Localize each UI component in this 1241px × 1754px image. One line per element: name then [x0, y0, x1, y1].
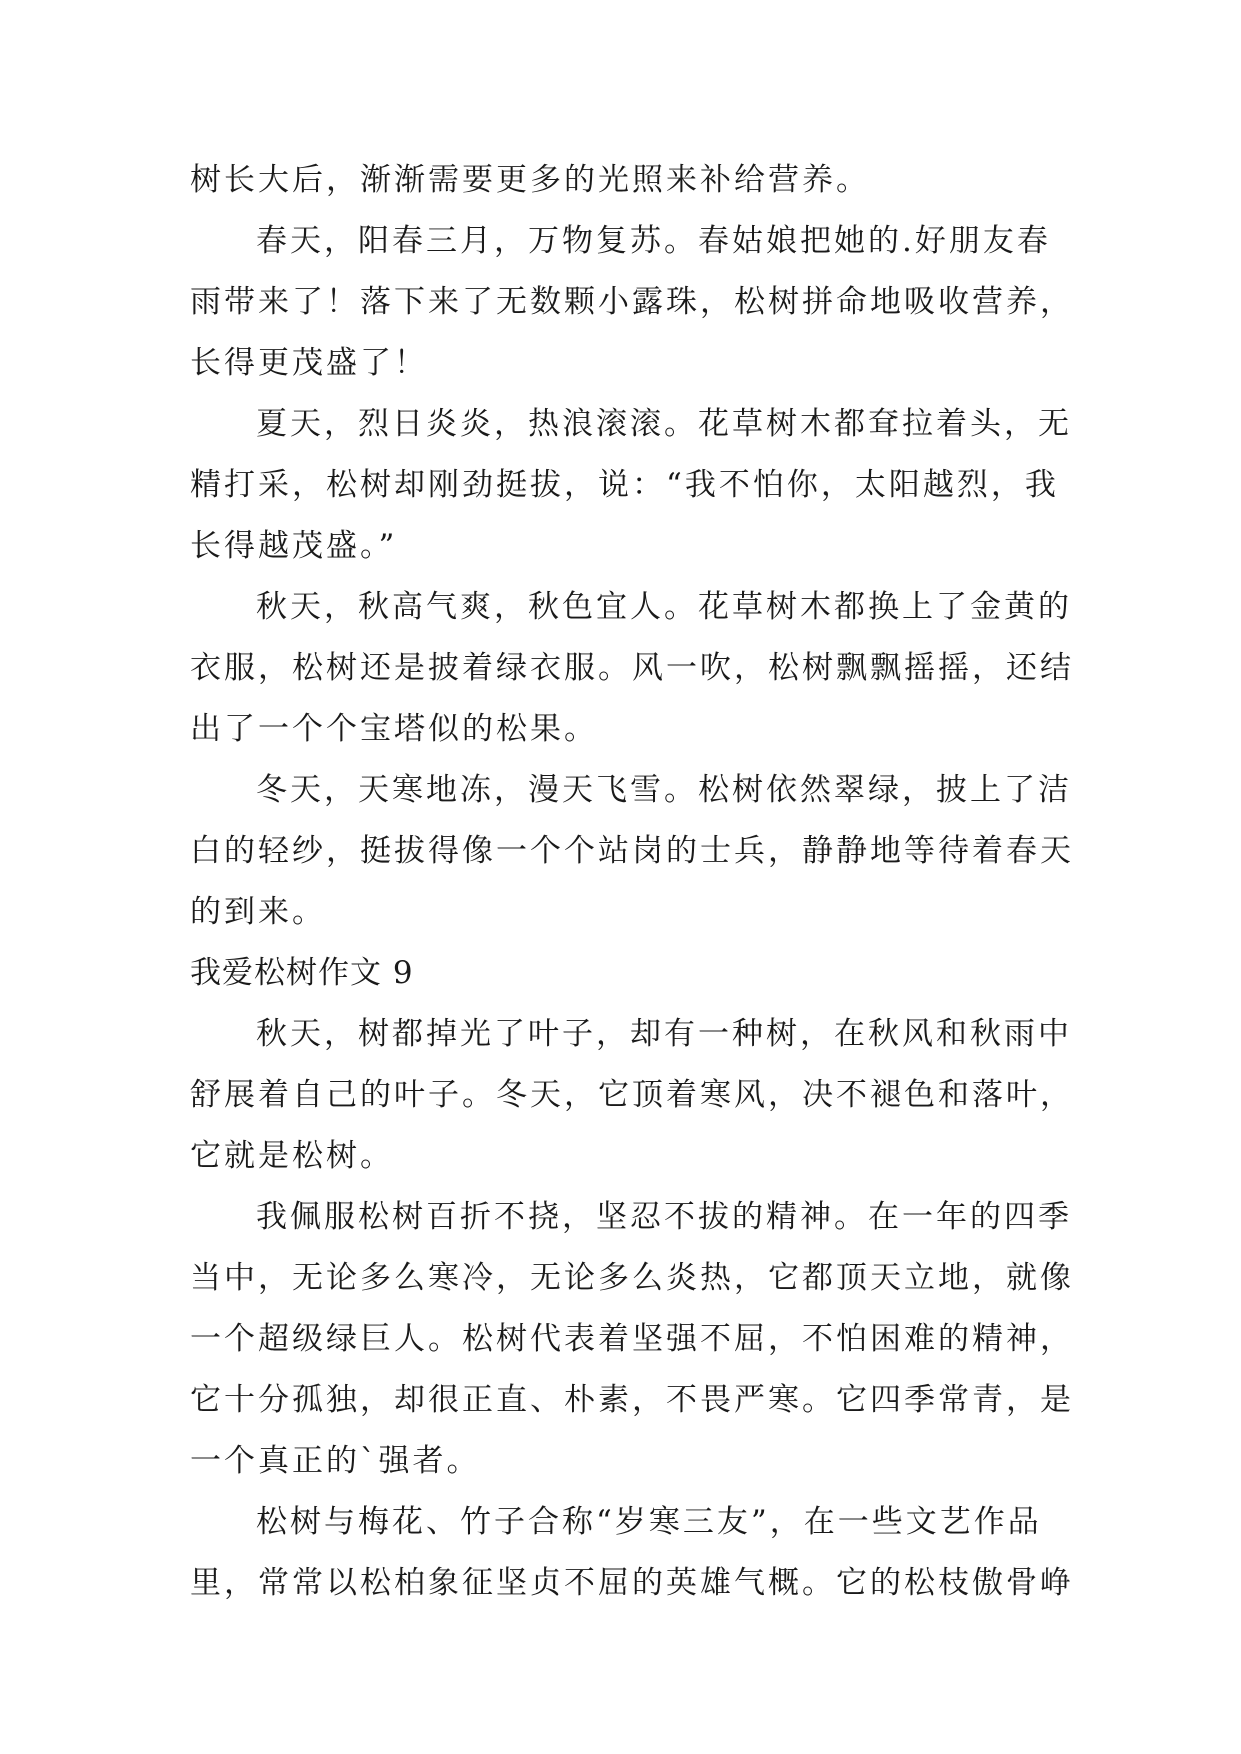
text-line: 长得越茂盛。” [190, 528, 398, 564]
text-line: 冬天，天寒地冻，漫天飞雪。松树依然翠绿，披上了洁 [256, 772, 1072, 808]
text-line: 的到来。 [190, 894, 326, 930]
text-line: 它就是松树。 [190, 1138, 394, 1174]
text-line: 出了一个个宝塔似的松果。 [190, 711, 598, 747]
text-line: 雨带来了！落下来了无数颗小露珠，松树拼命地吸收营养， [190, 284, 1074, 320]
text-line: 秋天，秋高气爽，秋色宜人。花草树木都换上了金黄的 [256, 589, 1072, 625]
text-line: 精打采，松树却刚劲挺拔，说：“我不怕你，太阳越烈，我 [190, 467, 1059, 503]
text-line: 舒展着自己的叶子。冬天，它顶着寒风，决不褪色和落叶， [190, 1077, 1074, 1113]
section-heading: 我爱松树作文 9 [190, 955, 414, 991]
text-line: 秋天，树都掉光了叶子，却有一种树，在秋风和秋雨中 [256, 1016, 1072, 1052]
text-line: 树长大后，渐渐需要更多的光照来补给营养。 [190, 162, 870, 198]
text-line: 里，常常以松柏象征坚贞不屈的英雄气概。它的松枝傲骨峥 [190, 1565, 1074, 1601]
text-line: 当中，无论多么寒冷，无论多么炎热，它都顶天立地，就像 [190, 1260, 1074, 1296]
text-line: 松树与梅花、竹子合称“岁寒三友”，在一些文艺作品 [256, 1504, 1042, 1540]
text-line: 一个超级绿巨人。松树代表着坚强不屈，不怕困难的精神， [190, 1321, 1074, 1357]
essay-body [190, 150, 1074, 1614]
text-line: 我佩服松树百折不挠，坚忍不拔的精神。在一年的四季 [256, 1199, 1072, 1235]
text-line: 长得更茂盛了！ [190, 345, 428, 381]
text-line: 一个真正的`强者。 [190, 1443, 481, 1479]
text-line: 春天，阳春三月，万物复苏。春姑娘把她的.好朋友春 [256, 223, 1051, 259]
text-line: 它十分孤独，却很正直、朴素，不畏严寒。它四季常青，是 [190, 1382, 1074, 1418]
text-line: 夏天，烈日炎炎，热浪滚滚。花草树木都耷拉着头，无 [256, 406, 1072, 442]
text-line: 衣服，松树还是披着绿衣服。风一吹，松树飘飘摇摇，还结 [190, 650, 1074, 686]
text-line: 白的轻纱，挺拔得像一个个站岗的士兵，静静地等待着春天 [190, 833, 1074, 869]
